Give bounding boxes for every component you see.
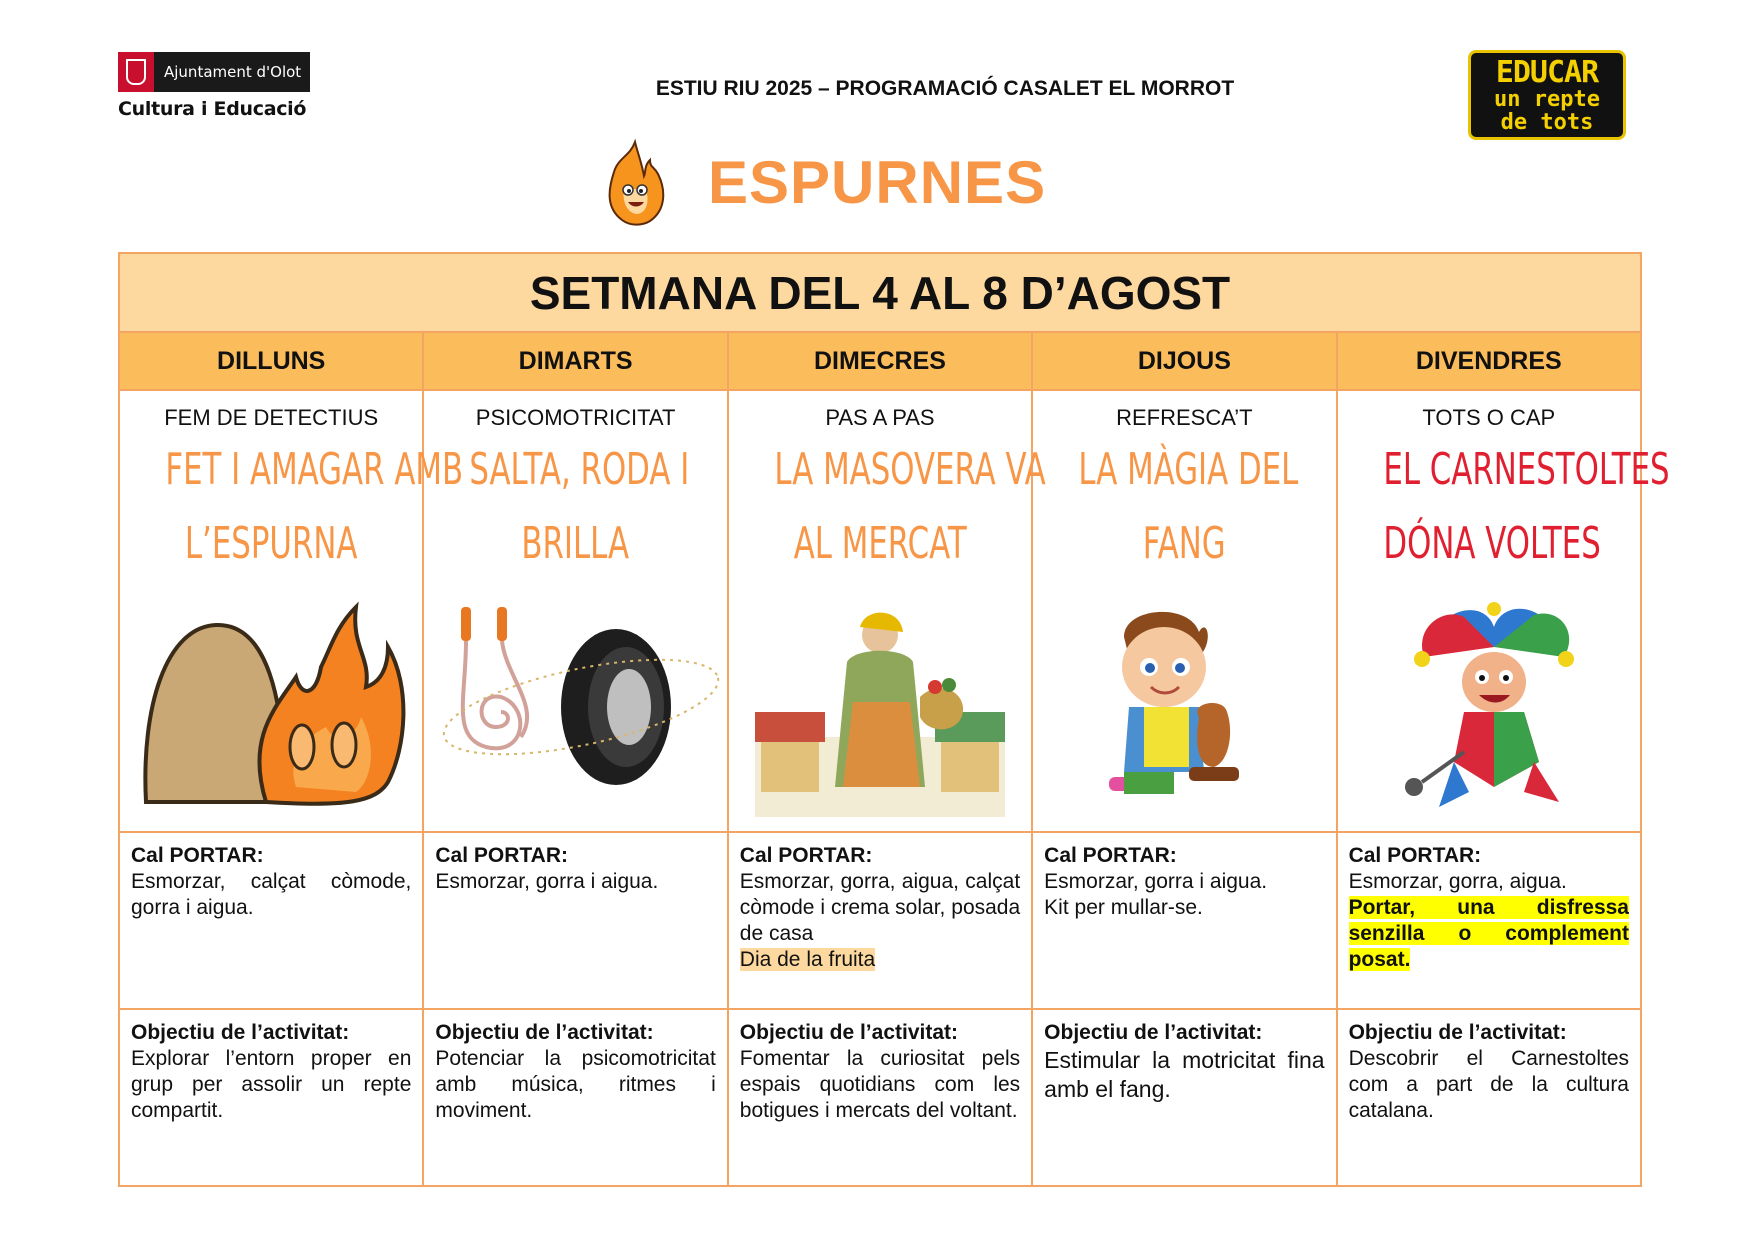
objective-cell-thursday — [1032, 1009, 1336, 1186]
sand-and-flame-illustration — [126, 587, 416, 822]
group-name: ESPURNES — [708, 149, 1047, 216]
activity-category: PAS A PAS — [825, 405, 935, 430]
activity-title-line2: FANG — [1142, 518, 1226, 569]
objective-label: Objectiu de l’activitat: — [1348, 1021, 1567, 1044]
objective-cell-tuesday — [423, 1009, 727, 1186]
jester-illustration — [1344, 587, 1634, 822]
bring-text: Esmorzar, calçat còmode, gorra i aigua. — [131, 870, 412, 919]
fruit-day-note: Dia de la fruita — [739, 948, 876, 971]
objective-text: Potenciar la psicomotricitat amb música, ritmes i moviment. — [435, 1047, 716, 1122]
objective-cell-friday — [1337, 1009, 1641, 1186]
bring-text: Esmorzar, gorra, aigua, calçat còmode i crema solar, posada de casa — [739, 870, 1021, 945]
jump-rope-and-tire-illustration — [431, 587, 721, 822]
activity-category: FEM DE DETECTIUS — [164, 405, 379, 430]
objective-cell-wednesday — [728, 1009, 1032, 1186]
educar-logo — [1468, 50, 1626, 140]
bring-cell-friday — [1337, 832, 1641, 1009]
objective-text: Estimular la motricitat fina amb el fang. — [1044, 1047, 1325, 1102]
activity-title-line2: L’ESPURNA — [184, 518, 358, 569]
bring-text: Esmorzar, gorra, aigua. — [1348, 870, 1567, 893]
bring-text: Esmorzar, gorra i aigua. — [1044, 870, 1268, 893]
boy-with-clay-pot-illustration — [1039, 587, 1329, 822]
bring-label: Cal PORTAR: — [1044, 844, 1177, 867]
activity-category: REFRESCA’T — [1116, 405, 1253, 430]
activity-cell-thursday — [1032, 390, 1336, 832]
objective-text: Fomentar la curiositat pels espais quotidians com les botigues i mercats del voltant. — [739, 1047, 1021, 1122]
activity-title-line1: LA MÀGIA DEL — [1078, 444, 1299, 495]
department-name: Cultura i Educació — [118, 98, 307, 120]
flame-mascot-icon — [600, 138, 670, 228]
activity-title-line2: BRILLA — [521, 518, 630, 569]
activity-category: TOTS O CAP — [1422, 405, 1556, 430]
weekly-schedule-table — [118, 252, 1670, 1187]
activity-title-line1: SALTA, RODA I — [469, 444, 690, 495]
market-woman-illustration — [735, 587, 1025, 822]
objective-label: Objectiu de l’activitat: — [739, 1021, 958, 1044]
educar-logo-line2: un repte — [1494, 87, 1600, 112]
educar-logo-line3: de tots — [1500, 110, 1594, 135]
day-header-wednesday: DIMECRES — [728, 332, 1032, 390]
objective-label: Objectiu de l’activitat: — [1044, 1021, 1263, 1044]
bring-cell-monday — [119, 832, 423, 1009]
bring-extra-text: Kit per mullar-se. — [1044, 896, 1203, 919]
activity-title-line2: DÓNA VOLTES — [1382, 518, 1601, 569]
bring-cell-tuesday — [423, 832, 727, 1009]
objective-text: Explorar l’entorn proper en grup per assolir un repte compartit. — [131, 1047, 412, 1122]
activity-title-line2: AL MERCAT — [793, 518, 967, 569]
bring-label: Cal PORTAR: — [435, 844, 569, 867]
days-header-row — [119, 332, 1641, 390]
activity-title-line1: EL CARNESTOLTES — [1382, 444, 1670, 495]
activities-row — [119, 390, 1641, 832]
ajuntament-name: Ajuntament d'Olot — [164, 63, 302, 81]
day-header-thursday: DIJOUS — [1032, 332, 1336, 390]
objective-cell-monday — [119, 1009, 423, 1186]
group-heading — [600, 135, 1046, 230]
bring-text: Esmorzar, gorra i aigua. — [435, 870, 659, 893]
bring-label: Cal PORTAR: — [739, 844, 873, 867]
document-title: ESTIU RIU 2025 – PROGRAMACIÓ CASALET EL MORROT — [655, 77, 1235, 100]
costume-note: Portar, una disfressa senzilla o complement posat. — [1348, 896, 1629, 971]
objective-label: Objectiu de l’activitat: — [131, 1021, 350, 1044]
week-row — [119, 253, 1641, 332]
objective-label: Objectiu de l’activitat: — [435, 1021, 654, 1044]
educar-logo-line1: EDUCAR — [1495, 55, 1599, 90]
activity-cell-monday — [119, 390, 464, 832]
bring-cell-thursday — [1032, 832, 1336, 1009]
activity-title-line1: FET I AMAGAR AMB — [165, 444, 464, 495]
activity-title-line1: LA MASOVERA VA — [774, 444, 1046, 495]
activity-cell-tuesday — [423, 390, 727, 832]
objective-text: Descobrir el Carnestoltes com a part de la cultura catalana. — [1348, 1047, 1629, 1122]
week-title: SETMANA DEL 4 AL 8 D’AGOST — [119, 253, 1641, 332]
activity-category: PSICOMOTRICITAT — [475, 405, 676, 430]
day-header-tuesday: DIMARTS — [423, 332, 727, 390]
objective-row — [119, 1009, 1641, 1186]
day-header-friday: DIVENDRES — [1337, 332, 1641, 390]
day-header-monday: DILLUNS — [119, 332, 423, 390]
bring-label: Cal PORTAR: — [1348, 844, 1482, 867]
bring-row — [119, 832, 1641, 1009]
activity-cell-friday — [1337, 390, 1670, 832]
activity-cell-wednesday — [728, 390, 1046, 832]
bring-cell-wednesday — [728, 832, 1032, 1009]
bring-label: Cal PORTAR: — [131, 844, 264, 867]
